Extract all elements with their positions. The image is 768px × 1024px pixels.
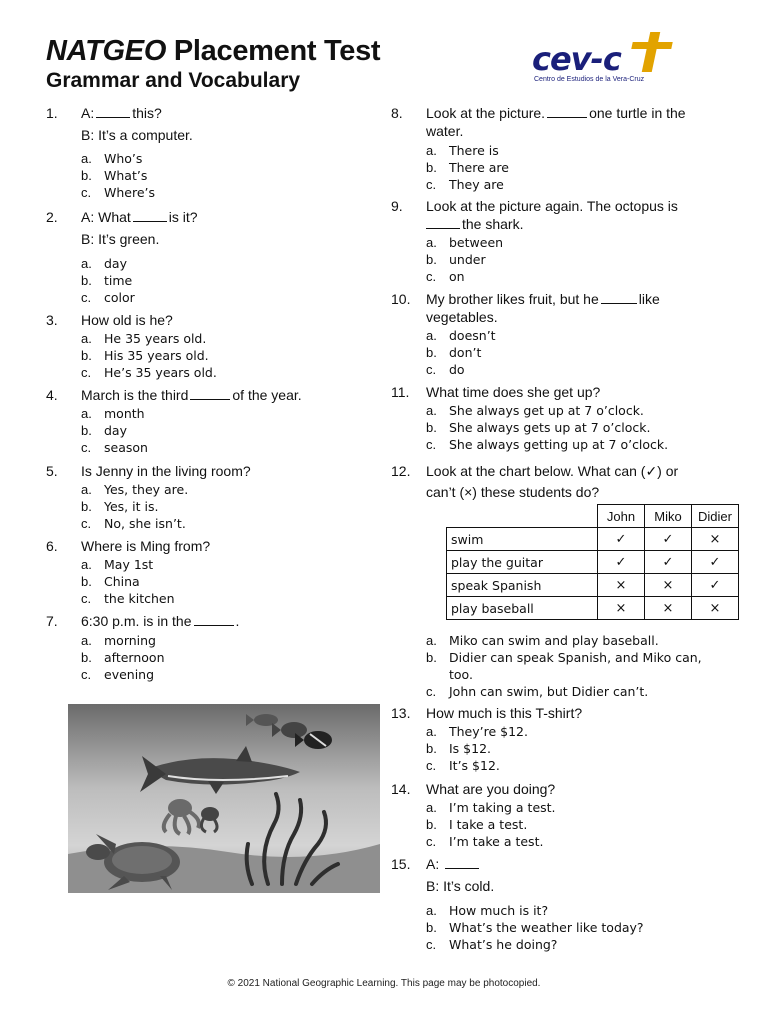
chart-mark: ✓ <box>598 528 645 551</box>
stem-part: like <box>638 291 660 307</box>
option-c[interactable] <box>426 436 668 453</box>
option-letter: a. <box>426 903 437 918</box>
option-letter: a. <box>426 633 437 648</box>
question-stem: How much is this T-shirt? <box>426 705 583 721</box>
option-text: She always getting up at 7 o’clock. <box>449 437 669 452</box>
options-list <box>81 556 175 607</box>
question-number: 8. <box>391 105 403 121</box>
option-letter: b. <box>426 920 437 935</box>
option-text: How much is it? <box>449 903 549 918</box>
chart-activity: speak Spanish <box>447 574 598 597</box>
chart-row <box>447 574 739 597</box>
options-list <box>426 632 716 700</box>
question-number: 11. <box>391 384 410 400</box>
option-b[interactable] <box>426 159 509 176</box>
question-number: 12. <box>391 463 411 479</box>
stem-part: 6:30 p.m. is in the <box>81 613 192 629</box>
chart-col-header: John <box>598 505 645 528</box>
page-subtitle: Grammar and Vocabulary <box>46 69 301 92</box>
option-a[interactable] <box>426 327 496 344</box>
question-stem: Look at the picture again. The octopus is <box>426 198 678 214</box>
option-c[interactable] <box>81 184 155 201</box>
question-number: 6. <box>46 538 58 554</box>
option-text: There are <box>449 160 509 175</box>
option-b[interactable] <box>81 167 155 184</box>
option-a[interactable] <box>81 405 148 422</box>
answer-blank <box>426 216 460 229</box>
options-list <box>426 723 528 774</box>
option-b[interactable] <box>426 919 644 936</box>
option-b[interactable] <box>81 422 148 439</box>
option-b[interactable] <box>81 573 175 590</box>
option-text: season <box>104 440 148 455</box>
chart-mark: × <box>598 597 645 620</box>
option-text: Is $12. <box>449 741 492 756</box>
question-number: 4. <box>46 387 58 403</box>
question-line-2: can’t (×) these students do? <box>426 484 600 500</box>
chart-activity: play baseball <box>447 597 598 620</box>
chart-corner <box>447 505 598 528</box>
option-letter: a. <box>81 331 92 346</box>
ocean-scene-illustration <box>68 704 380 893</box>
stem-part: A: What <box>81 209 131 225</box>
question-line-2 <box>426 215 721 233</box>
question-number: 13. <box>391 705 411 721</box>
question-stem: Where is Ming from? <box>81 538 211 554</box>
option-a[interactable] <box>426 723 528 740</box>
option-letter: c. <box>426 437 437 452</box>
option-text: They’re $12. <box>449 724 528 739</box>
question-stem <box>81 612 376 630</box>
option-text: Where’s <box>104 185 156 200</box>
option-letter: c. <box>426 362 437 377</box>
answer-blank <box>96 105 130 118</box>
option-b[interactable] <box>81 649 165 666</box>
options-list <box>426 234 503 285</box>
option-letter: b. <box>426 252 437 267</box>
option-letter: a. <box>426 235 437 250</box>
question-stem: How old is he? <box>81 312 173 328</box>
answer-blank <box>194 613 234 626</box>
question-stem <box>81 208 376 226</box>
options-list <box>426 327 496 378</box>
option-a[interactable] <box>426 902 644 919</box>
chart-mark: × <box>692 597 739 620</box>
option-text: He’s 35 years old. <box>104 365 217 380</box>
options-list <box>426 902 644 953</box>
chart-activity: play the guitar <box>447 551 598 574</box>
option-text: between <box>449 235 504 250</box>
question-stem: Look at the chart below. What can (✓) or <box>426 463 679 479</box>
question-number: 10. <box>391 291 411 307</box>
chart-col-header: Miko <box>645 505 692 528</box>
question-number: 7. <box>46 613 58 629</box>
answer-blank <box>601 291 637 304</box>
option-letter: b. <box>426 160 437 175</box>
answer-blank <box>190 387 230 400</box>
option-letter: c. <box>81 290 92 305</box>
option-text: Miko can swim and play baseball. <box>449 633 659 648</box>
option-text: His 35 years old. <box>104 348 209 363</box>
question-number: 1. <box>46 105 58 121</box>
question-stem: What time does she get up? <box>426 384 601 400</box>
stem-part: is it? <box>168 209 198 225</box>
options-list <box>426 142 509 193</box>
option-letter: b. <box>426 817 437 832</box>
option-b[interactable] <box>81 347 217 364</box>
option-text: She always get up at 7 o’clock. <box>449 403 644 418</box>
option-c[interactable] <box>81 364 217 381</box>
option-letter: c. <box>426 177 437 192</box>
chart-col-header: Didier <box>692 505 739 528</box>
cross-icon-bar <box>631 42 672 49</box>
option-letter: c. <box>81 440 92 455</box>
option-letter: c. <box>81 667 92 682</box>
option-letter: b. <box>426 650 437 665</box>
stem-part: A: <box>426 856 440 872</box>
question-stem <box>81 386 376 404</box>
option-text: afternoon <box>104 650 165 665</box>
options-list <box>426 799 556 850</box>
options-list <box>81 255 135 306</box>
question-stem <box>426 855 721 873</box>
option-a[interactable] <box>81 481 188 498</box>
stem-part: one turtle in the <box>589 105 686 121</box>
question-line-2: B: It’s green. <box>81 231 160 247</box>
stem-part: Look at the picture. <box>426 105 546 121</box>
stem-part: A: <box>81 105 95 121</box>
question-number: 14. <box>391 781 411 797</box>
option-letter: a. <box>81 151 92 166</box>
stem-part: the shark. <box>462 216 524 232</box>
option-c[interactable] <box>426 176 509 193</box>
chart-mark: ✓ <box>645 551 692 574</box>
question-stem <box>426 290 721 308</box>
option-letter: a. <box>81 256 92 271</box>
option-text: What’s the weather like today? <box>449 920 644 935</box>
option-letter: b. <box>426 741 437 756</box>
option-text: doesn’t <box>449 328 496 343</box>
option-text: don’t <box>449 345 482 360</box>
option-letter: a. <box>426 328 437 343</box>
option-text: What’s <box>104 168 148 183</box>
options-list <box>426 402 668 453</box>
option-c[interactable] <box>426 361 496 378</box>
option-letter: a. <box>81 406 92 421</box>
option-letter: b. <box>426 420 437 435</box>
question-number: 15. <box>391 856 411 872</box>
option-c[interactable] <box>426 833 556 850</box>
option-text: I’m take a test. <box>449 834 544 849</box>
stem-part: this? <box>132 105 162 121</box>
option-text: No, she isn’t. <box>104 516 186 531</box>
chart-row <box>447 528 739 551</box>
option-b[interactable] <box>426 649 716 683</box>
logo-tagline: Centro de Estudios de la Vera-Cruz <box>534 76 645 83</box>
option-text: What’s he doing? <box>449 937 558 952</box>
option-text: Didier can speak Spanish, and Miko can, too. <box>449 650 702 682</box>
option-letter: c. <box>426 937 437 952</box>
option-text: evening <box>104 667 155 682</box>
option-letter: b. <box>81 348 92 363</box>
option-b[interactable] <box>426 419 668 436</box>
question-line-2: vegetables. <box>426 309 498 325</box>
chart-mark: × <box>645 574 692 597</box>
option-text: month <box>104 406 145 421</box>
chart-mark: × <box>692 528 739 551</box>
question-stem: Is Jenny in the living room? <box>81 463 251 479</box>
option-c[interactable] <box>426 683 716 700</box>
option-letter: a. <box>81 482 92 497</box>
answer-blank <box>547 105 587 118</box>
chart-row <box>447 597 739 620</box>
chart-row <box>447 551 739 574</box>
question-number: 2. <box>46 209 58 225</box>
options-list <box>81 405 148 456</box>
question-stem <box>81 104 376 122</box>
option-c[interactable] <box>81 289 135 306</box>
option-letter: a. <box>426 403 437 418</box>
option-text: I take a test. <box>449 817 528 832</box>
option-a[interactable] <box>426 799 556 816</box>
option-text: day <box>104 423 127 438</box>
option-a[interactable] <box>81 556 175 573</box>
option-text: It’s $12. <box>449 758 500 773</box>
option-text: Yes, it is. <box>104 499 159 514</box>
stem-part: March is the third <box>81 387 189 403</box>
chart-mark: ✓ <box>598 551 645 574</box>
option-c[interactable] <box>81 666 165 683</box>
option-text: There is <box>449 143 499 158</box>
option-letter: c. <box>81 365 92 380</box>
option-letter: c. <box>426 758 437 773</box>
option-c[interactable] <box>426 268 503 285</box>
option-b[interactable] <box>81 498 188 515</box>
option-text: May 1st <box>104 557 154 572</box>
option-a[interactable] <box>426 234 503 251</box>
option-text: Yes, they are. <box>104 482 189 497</box>
option-letter: c. <box>81 591 92 606</box>
option-letter: b. <box>81 499 92 514</box>
option-letter: a. <box>81 557 92 572</box>
option-letter: b. <box>81 273 92 288</box>
title-rest: Placement Test <box>173 35 381 67</box>
option-letter: c. <box>81 516 92 531</box>
option-c[interactable] <box>426 757 528 774</box>
stem-part: . <box>235 613 240 629</box>
option-a[interactable] <box>426 632 716 649</box>
option-letter: c. <box>426 269 437 284</box>
option-text: the kitchen <box>104 591 175 606</box>
chart-activity: swim <box>447 528 598 551</box>
ocean-scene-svg <box>68 704 380 893</box>
option-letter: b. <box>81 650 92 665</box>
option-c[interactable] <box>81 590 175 607</box>
stem-part: My brother likes fruit, but he <box>426 291 599 307</box>
option-text: She always gets up at 7 o’clock. <box>449 420 651 435</box>
cev-logo <box>528 30 698 86</box>
option-text: on <box>449 269 465 284</box>
option-text: do <box>449 362 465 377</box>
option-letter: a. <box>426 724 437 739</box>
option-b[interactable] <box>426 344 496 361</box>
question-stem: What are you doing? <box>426 781 556 797</box>
option-letter: c. <box>426 684 437 699</box>
option-text: time <box>104 273 133 288</box>
option-b[interactable] <box>81 272 135 289</box>
option-text: under <box>449 252 486 267</box>
question-number: 5. <box>46 463 58 479</box>
option-b[interactable] <box>426 251 503 268</box>
option-b[interactable] <box>426 740 528 757</box>
option-a[interactable] <box>81 632 165 649</box>
ability-chart <box>446 504 739 620</box>
option-text: China <box>104 574 140 589</box>
option-letter: a. <box>81 633 92 648</box>
option-c[interactable] <box>426 936 644 953</box>
options-list <box>81 150 155 201</box>
answer-blank <box>133 209 167 222</box>
option-a[interactable] <box>81 150 155 167</box>
option-a[interactable] <box>426 402 668 419</box>
chart-mark: ✓ <box>645 528 692 551</box>
option-letter: b. <box>81 574 92 589</box>
option-letter: c. <box>426 834 437 849</box>
option-a[interactable] <box>81 255 135 272</box>
option-letter: b. <box>426 345 437 360</box>
chart-mark: ✓ <box>692 551 739 574</box>
option-text: color <box>104 290 135 305</box>
question-line-2: B: It’s a computer. <box>81 127 193 143</box>
chart-mark: × <box>645 597 692 620</box>
title-brand: NATGEO <box>46 35 167 67</box>
option-text: Who’s <box>104 151 143 166</box>
option-letter: b. <box>81 423 92 438</box>
question-line-2: water. <box>426 123 464 139</box>
option-letter: a. <box>426 143 437 158</box>
question-number: 3. <box>46 312 58 328</box>
stem-part: of the year. <box>232 387 302 403</box>
option-text: John can swim, but Didier can’t. <box>449 684 649 699</box>
question-line-2: B: It’s cold. <box>426 878 495 894</box>
option-a[interactable] <box>426 142 509 159</box>
option-text: day <box>104 256 127 271</box>
options-list <box>81 632 165 683</box>
option-letter: b. <box>81 168 92 183</box>
copyright-footer: © 2021 National Geographic Learning. This page may be photocopied. <box>227 978 541 989</box>
option-c[interactable] <box>81 439 148 456</box>
options-list <box>81 481 188 532</box>
option-text: morning <box>104 633 156 648</box>
option-letter: c. <box>81 185 92 200</box>
option-b[interactable] <box>426 816 556 833</box>
question-stem <box>426 104 721 122</box>
option-text: He 35 years old. <box>104 331 207 346</box>
chart-header-row <box>447 505 739 528</box>
question-number: 9. <box>391 198 403 214</box>
answer-blank <box>445 856 479 869</box>
logo-wordmark: cev-c <box>532 40 621 78</box>
option-letter: a. <box>426 800 437 815</box>
chart-mark: ✓ <box>692 574 739 597</box>
option-text: They are <box>449 177 504 192</box>
option-c[interactable] <box>81 515 188 532</box>
option-text: I’m taking a test. <box>449 800 556 815</box>
cross-icon <box>642 32 661 72</box>
option-a[interactable] <box>81 330 217 347</box>
options-list <box>81 330 217 381</box>
page-title <box>46 34 380 68</box>
chart-mark: × <box>598 574 645 597</box>
